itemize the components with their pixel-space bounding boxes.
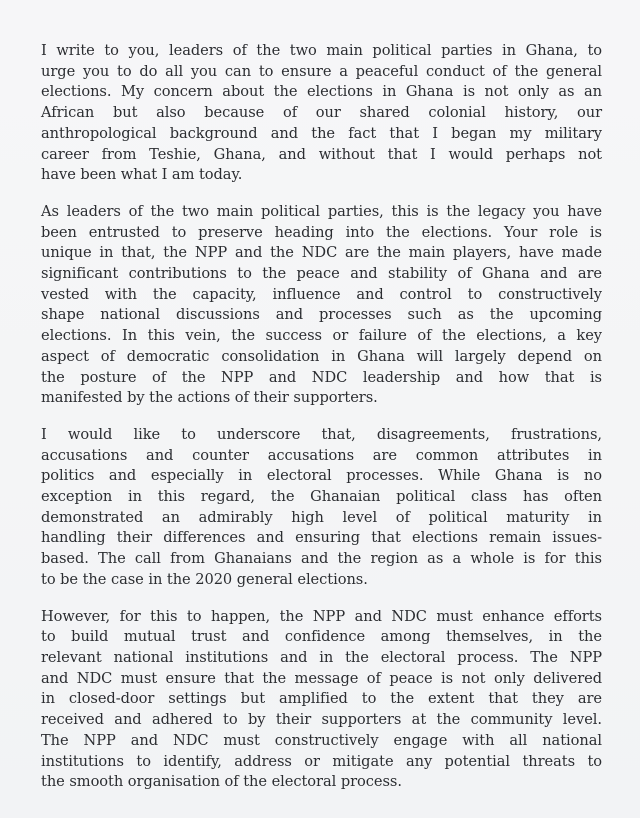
letter-line: However, for this to happen, the NPP and NDC must enhance efforts [41, 607, 602, 625]
letter-line: demonstrated an admirably high level of political maturity in [41, 508, 602, 526]
letter-paragraph [41, 202, 602, 409]
letter-line: accusations and counter accusations are common attributes in [41, 446, 602, 464]
letter-line: The NPP and NDC must constructively engage with all national [41, 731, 602, 749]
letter-line: elections. In this vein, the success or failure of the elections, a key [41, 327, 602, 345]
letter-paragraph [41, 425, 602, 591]
letter-line: and NDC must ensure that the message of peace is not only delivered [41, 669, 602, 687]
letter-line: to be the case in the 2020 general elections. [41, 570, 368, 588]
letter-line: politics and especially in electoral processes. While Ghana is no [41, 467, 602, 485]
letter-line: relevant national institutions and in the electoral process. The NPP [41, 648, 602, 666]
letter-line: vested with the capacity, influence and control to constructively [41, 285, 602, 303]
letter-line: have been what I am today. [41, 166, 243, 184]
letter-line: the posture of the NPP and NDC leadership and how that is [41, 368, 602, 386]
letter-line: shape national discussions and processes such as the upcoming [41, 306, 602, 324]
letter-line: unique in that, the NPP and the NDC are the main players, have made [41, 244, 602, 262]
letter-line: in closed-door settings but amplified to the extent that they are [41, 690, 602, 708]
letter-body [41, 41, 602, 793]
letter-line: anthropological background and the fact that I began my military [41, 124, 602, 142]
letter-line: exception in this regard, the Ghanaian political class has often [41, 488, 602, 506]
letter-line: to build mutual trust and confidence among themselves, in the [41, 628, 602, 646]
letter-line: As leaders of the two main political parties, this is the legacy you have [41, 202, 602, 220]
letter-line: been entrusted to preserve heading into the elections. Your role is [41, 223, 602, 241]
letter-line: African but also because of our shared colonial history, our [41, 104, 602, 122]
letter-line: based. The call from Ghanaians and the region as a whole is for this [41, 550, 602, 568]
letter-line: elections. My concern about the elections in Ghana is not only as an [41, 83, 602, 101]
letter-line: aspect of democratic consolidation in Ghana will largely depend on [41, 347, 602, 365]
letter-line: career from Teshie, Ghana, and without that I would perhaps not [41, 145, 602, 163]
letter-paragraph [41, 607, 602, 793]
letter-line: manifested by the actions of their supporters. [41, 389, 378, 407]
letter-line: I would like to underscore that, disagreements, frustrations, [41, 425, 602, 443]
letter-line: received and adhered to by their supporters at the community level. [41, 711, 602, 729]
letter-paragraph [41, 41, 602, 186]
letter-line: urge you to do all you can to ensure a peaceful conduct of the general [41, 62, 602, 80]
letter-line: significant contributions to the peace and stability of Ghana and are [41, 265, 602, 283]
letter-line: handling their differences and ensuring that elections remain issues- [41, 529, 602, 547]
letter-line: institutions to identify, address or mitigate any potential threats to [41, 752, 602, 770]
letter-line: I write to you, leaders of the two main political parties in Ghana, to [41, 42, 602, 59]
letter-line: the smooth organisation of the electoral process. [41, 773, 402, 791]
